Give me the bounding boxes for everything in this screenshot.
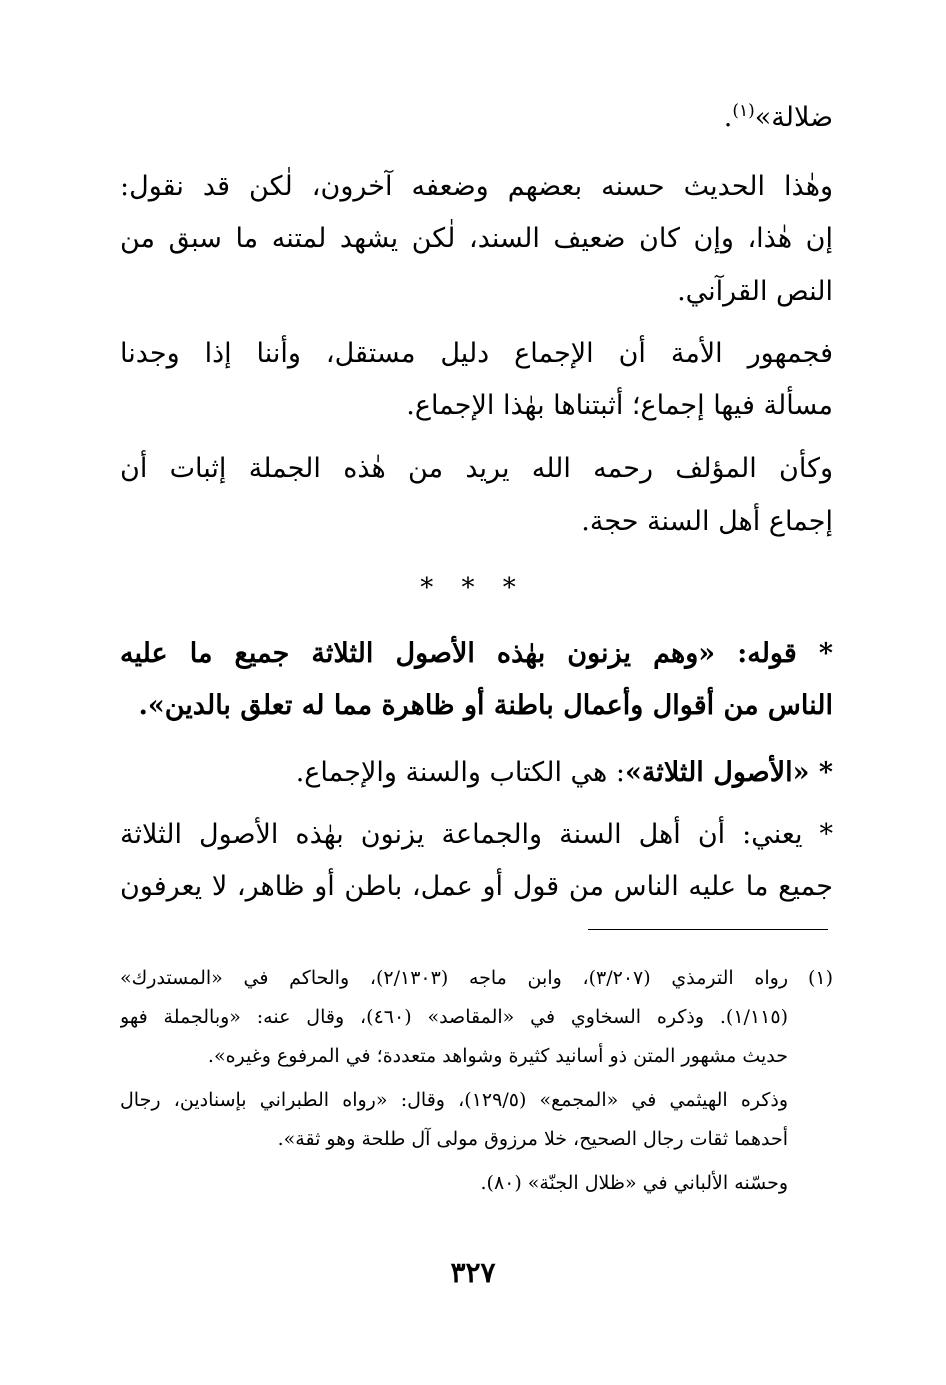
footnote-line-5: أحدهما ثقات رجال الصحيح، خلا مرزوق مولى آل طلحة وهو ثقة».: [277, 1128, 788, 1150]
section-separator: * * *: [420, 573, 526, 603]
footnote-number: (١): [807, 967, 833, 989]
explanation-line-1: * يعني: أن أهل السنة والجماعة يزنون بهٰذه الأصول الثلاثة: [120, 819, 833, 850]
paragraph-3-line-2: إجماع أهل السنة حجة.: [581, 506, 833, 537]
paragraph-3-line-1: وكأن المؤلف رحمه الله يريد من هٰذه الجملة إثبات أن: [120, 453, 833, 484]
footnote-line-1: رواه الترمذي (٣/٢٠٧)، وابن ماجه (٢/١٣٠٣)، والحاكم في «المستدرك»: [120, 967, 788, 989]
footnote-reference: (١): [732, 101, 755, 121]
paragraph-1-line-3: النص القرآني.: [677, 276, 833, 307]
footnote-line-4: وذكره الهيثمي في «المجمع» (١٢٩/٥)، وقال: «رواه الطبراني بإسنادين، رجال: [120, 1089, 788, 1111]
explanation-line-2: جميع ما عليه الناس من قول أو عمل، باطن أو ظاهر، لا يعرفون: [120, 871, 833, 902]
footnote-line-6: وحسّنه الألباني في «ظلال الجنّة» (٨٠).: [480, 1172, 788, 1194]
paragraph-2-line-1: فجمهور الأمة أن الإجماع دليل مستقل، وأننا إذا وجدنا: [120, 338, 833, 369]
definition-line: [120, 753, 833, 793]
footnote-separator: [588, 929, 828, 930]
footnote-line-3: حديث مشهور المتن ذو أسانيد كثيرة وشواهد متعددة؛ في المرفوع وغيره».: [207, 1045, 788, 1067]
quote-line-1: * قوله: «وهم يزنون بهٰذه الأصول الثلاثة جميع ما عليه: [120, 638, 833, 669]
definition-text: : هي الكتاب والسنة والإجماع.: [295, 757, 625, 788]
footnote-line-2: (١/١١٥). وذكره السخاوي في «المقاصد» (٤٦٠)، وقال عنه: «وبالجملة فهو: [120, 1006, 788, 1028]
paragraph-2-line-2: مسألة فيها إجماع؛ أثبتناها بهٰذا الإجماع.: [406, 390, 833, 421]
body-line-1: ضلالة»$^{(١)}$.: [723, 101, 833, 133]
paragraph-1-line-1: وهٰذا الحديث حسنه بعضهم وضعفه آخرون، لٰكن قد نقول:: [120, 171, 833, 202]
definition-term: * «الأصول الثلاثة»: [624, 757, 833, 788]
paragraph-1-line-2: إن هٰذا، وإن كان ضعيف السند، لٰكن يشهد لمتنه ما سبق من: [120, 223, 833, 254]
quote-line-2: الناس من أقوال وأعمال باطنة أو ظاهرة مما له تعلق بالدين».: [138, 690, 833, 721]
page-number: ٣٢٧: [450, 1256, 496, 1289]
